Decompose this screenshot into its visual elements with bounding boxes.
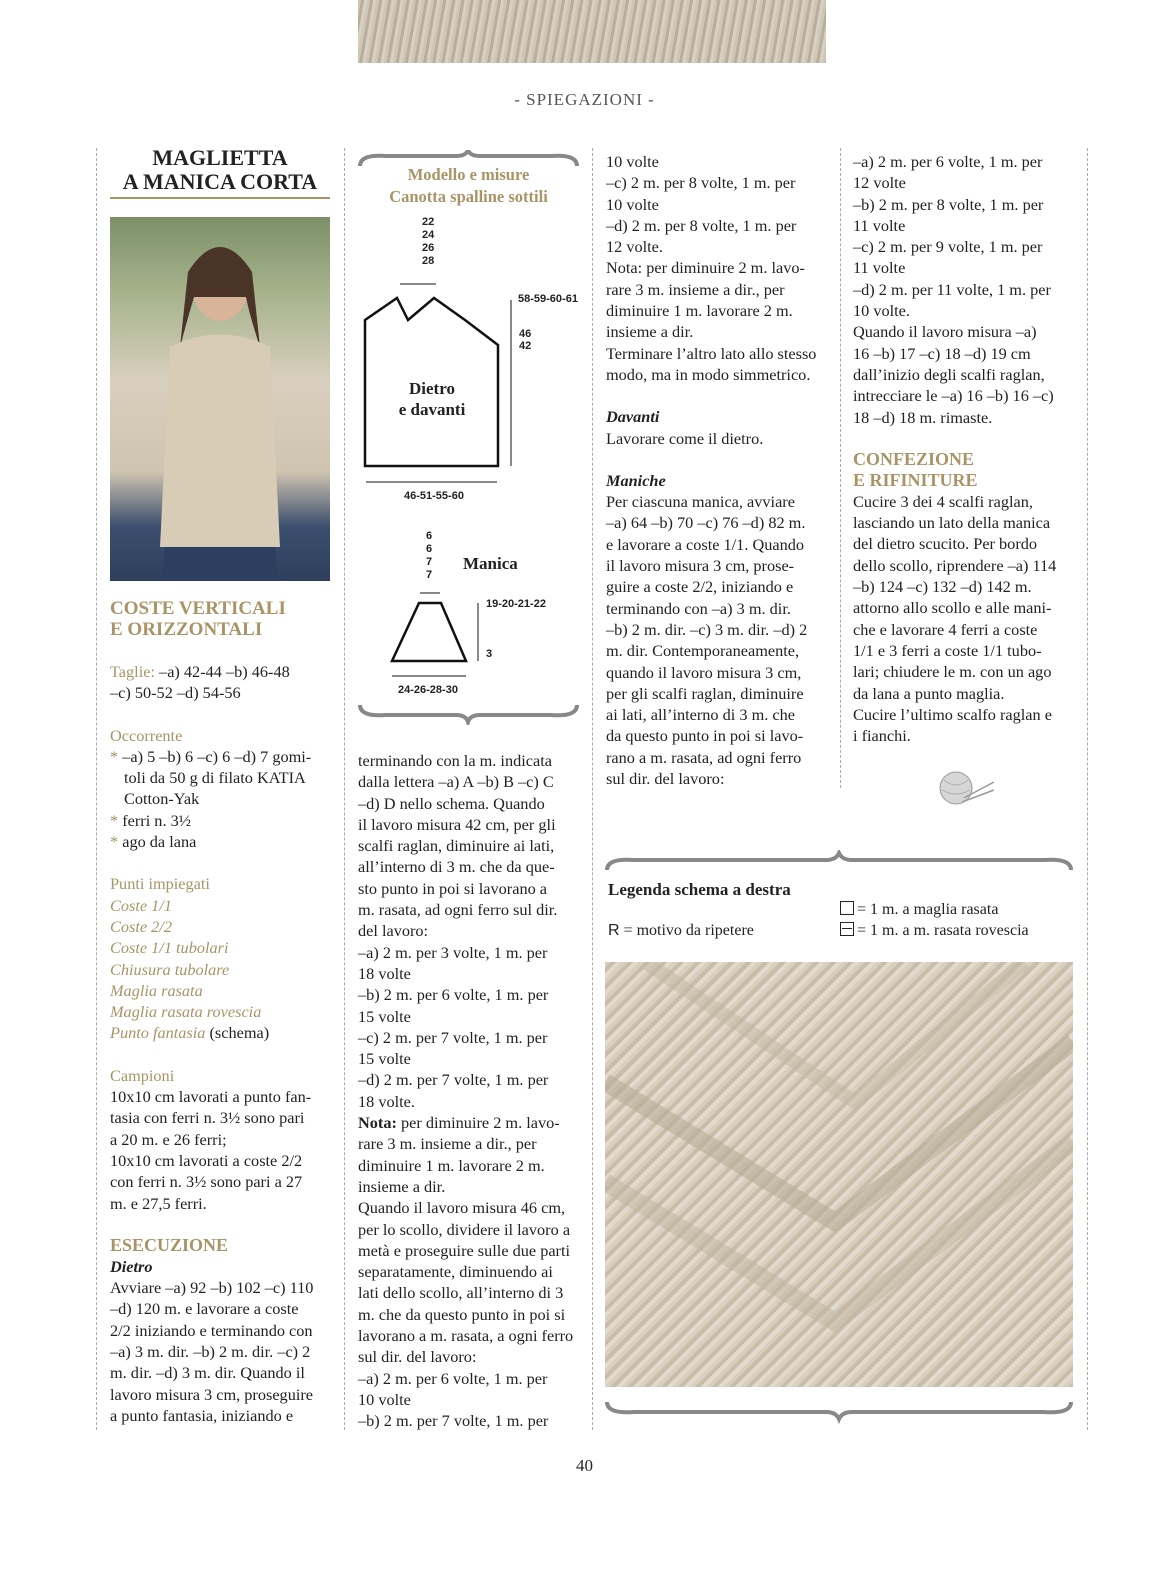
- empty-square-icon: [840, 901, 854, 915]
- campioni-title: Campioni: [110, 1065, 175, 1085]
- sleeve-height: 19-20-21-22: [486, 598, 546, 610]
- knit-detail-photo: [605, 962, 1073, 1387]
- column-divider: [592, 148, 593, 1430]
- punti-title: Punti impiegati: [110, 874, 210, 894]
- legend-item-knit: = 1 m. a maglia rasata: [840, 901, 998, 919]
- diagram-title: Modello e misure Canotta spalline sottili: [389, 165, 548, 206]
- diagram-frame: [356, 150, 581, 725]
- minus-square-icon: [840, 922, 854, 936]
- body-height: 58-59-60-61: [518, 293, 578, 305]
- sleeve-top-sizes: 6 6 7 7: [426, 530, 433, 581]
- sleeve-cuff: 3: [486, 648, 493, 660]
- neck-sizes: 22 24 26 28: [422, 216, 435, 267]
- sleeve-label: Manica: [463, 554, 518, 573]
- page-header: - SPIEGAZIONI -: [514, 90, 655, 109]
- sleeve-width: 24-26-28-30: [398, 684, 458, 696]
- legend-title: Legenda schema a destra: [608, 880, 791, 899]
- column-divider: [96, 148, 97, 1430]
- column-divider: [1087, 148, 1088, 1430]
- model-photo: [110, 217, 330, 581]
- body-width: 46-51-55-60: [404, 490, 464, 502]
- title-rule: [110, 197, 330, 199]
- armhole-height: 46 42: [519, 328, 532, 352]
- occorrente-title: Occorrente: [110, 725, 183, 745]
- body-label: Dietro e davanti: [398, 379, 466, 419]
- column-divider: [840, 148, 841, 788]
- pattern-title: MAGLIETTA A MANICA CORTA: [122, 145, 318, 194]
- column-1-body: COSTE VERTICALI E ORIZZONTALI Taglie: –a) 42-44 –b) 46-48 –c) 50-52 –d) 54-56 Occorrente * –a) 5 –b) 6 –c) 6 –d) 7 gomi- toli da 50 g di filato KATIA Cotton-Yak * ferri n. 3½ * ago da lana Punti impiegati Coste 1/1 Coste 2/2 Coste 1/1 tubolari Chiusura tubolare Maglia rasata Maglia rasata rovescia Punto fantasia (schema) Campioni 10x10 cm lavorati a punto fan- tasia con ferri n. 3½ sono pari a 20 m. e 26 ferri; 10x10 cm lavorati a coste 2/2 con ferri n. 3½ sono pari a 27 m. e 27,5 ferri. ESECUZIONE Dietro Avviare –a) 92 –b) 102 –c) 110 –d) 120 m. e lavorare a coste 2/2 iniziando e terminando con –a) 3 m. dir. –b) 2 m. dir. –c) 2 m. dir. –d) 3 m. dir. Quando il lavoro misura 3 cm, proseguire a punto fantasia, iniziando e: [110, 598, 335, 1426]
- confezione-title: CONFEZIONE E RIFINITURE: [853, 448, 978, 490]
- top-knit-photo: [358, 0, 826, 63]
- column-divider: [344, 148, 345, 1430]
- diagram-box: [356, 150, 581, 725]
- section-title: COSTE VERTICALI E ORIZZONTALI: [110, 598, 286, 640]
- esecuzione-title: ESECUZIONE: [110, 1234, 229, 1255]
- column-4: –a) 2 m. per 6 volte, 1 m. per 12 volte –b) 2 m. per 8 volte, 1 m. per 11 volte –c) 2 m. per 9 volte, 1 m. per 11 volte –d) 2 m. per 11 volte, 1 m. per 10 volte. Quando il lavoro misura –a) 16 –b) 17 –c) 18 –d) 19 cm dall’inizio degli scalfi raglan, intrecciare le –a) 16 –b) 16 –c) 18 –d) 18 m. rimaste. CONFEZIONE E RIFINITURE Cucire 3 dei 4 scalfi raglan, lasciando un lato della manica del dietro scucito. Per bordo dello scollo, riprendere –a) 114 –b) 124 –c) 132 –d) 142 m. attorno allo scollo e alle mani- che e lavorare 4 ferri a coste 1/1 e 3 ferri a coste 1/1 tubo- lari; chiudere le m. con un ago da lana a punto maglia. Cucire l’ultimo scalfo raglan e i fianchi.: [853, 151, 1075, 746]
- page-number: 40: [576, 1456, 593, 1475]
- maniche-title: Maniche: [606, 470, 666, 490]
- column-2-body: terminando con la m. indicata dalla lettera –a) A –b) B –c) C –d) D nello schema. Quando il lavoro misura 42 cm, per gli scalfi raglan, diminuire ai lati, all’interno di 3 m. che da que- sto punto in poi si lavorano a m. rasata, ad ogni ferro sul dir. del lavoro: –a) 2 m. per 3 volte, 1 m. per 18 volte –b) 2 m. per 6 volte, 1 m. per 15 volte –c) 2 m. per 7 volte, 1 m. per 15 volte –d) 2 m. per 7 volte, 1 m. per 18 volte. Nota: per diminuire 2 m. lavo- rare 3 m. insieme a dir., per diminuire 1 m. lavorare 2 m. insieme a dir. Quando il lavoro misura 46 cm, per lo scollo, dividere il lavoro a metà e proseguire sulle due parti separatamente, diminuendo ai lati dello scollo, all’interno di 3 m. che da questo punto in poi si lavorano a m. rasata, a ogni ferro sul dir. del lavoro: –a) 2 m. per 6 volte, 1 m. per 10 volte –b) 2 m. per 7 volte, 1 m. per: [358, 751, 574, 1431]
- column-1: [110, 146, 330, 199]
- column-3: 10 volte –c) 2 m. per 8 volte, 1 m. per 10 volte –d) 2 m. per 8 volte, 1 m. per 12 volte. Nota: per diminuire 2 m. lavo- rare 3 m. insieme a dir., per diminuire 1 m. lavorare 2 m. insieme a dir. Terminare l’altro lato allo stesso modo, ma in modo simmetrico. Davanti Lavorare come il dietro. Maniche Per ciascuna manica, avviare –a) 64 –b) 70 –c) 76 –d) 82 m. e lavorare a coste 1/1. Quando il lavoro misura 3 cm, prose- guire a coste 2/2, iniziando e terminando con –a) 3 m. dir. –b) 2 m. dir. –c) 3 m. dir. –d) 2 m. dir. Contemporaneamente, quando il lavoro misura 3 cm, per gli scalfi raglan, diminuire ai lati, all’interno di 3 m. che da questo punto in poi si lavo- rano a m. rasata, ad ogni ferro sul dir. del lavoro:: [606, 151, 828, 789]
- legend-repeat: R = motivo da ripetere: [608, 922, 754, 939]
- yarn-ball-icon: [928, 768, 998, 808]
- dietro-title: Dietro: [110, 1256, 153, 1276]
- taglie: Taglie: –a) 42-44 –b) 46-48: [110, 662, 290, 681]
- legend-item-purl: = 1 m. a m. rasata rovescia: [840, 922, 1029, 940]
- davanti-title: Davanti: [606, 407, 660, 427]
